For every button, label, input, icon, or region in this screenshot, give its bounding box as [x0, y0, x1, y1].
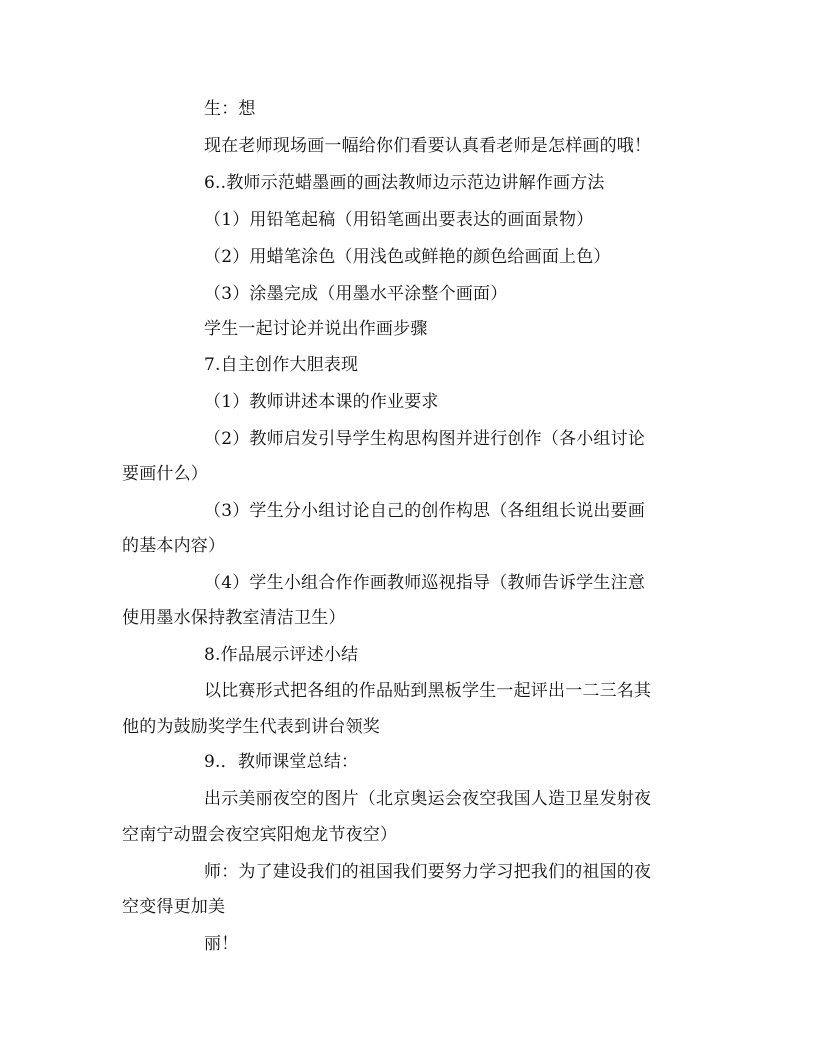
text-line: 师：为了建设我们的祖国我们要努力学习把我们的祖国的夜: [204, 862, 652, 882]
list-item: （3）涂墨完成（用墨水平涂整个画面）: [204, 284, 508, 304]
text-line: 出示美丽夜空的图片（北京奥运会夜空我国人造卫星发射夜: [204, 789, 652, 809]
list-item: （3）学生分小组讨论自己的创作构思（各组组长说出要画: [204, 501, 646, 521]
section-heading: 8.作品展示评述小结: [204, 645, 359, 665]
list-item: （2）教师启发引导学生构思构图并进行创作（各小组讨论: [204, 429, 646, 449]
text-line: 生：想: [204, 99, 256, 119]
list-item: （4）学生小组合作作画教师巡视指导（教师告诉学生注意: [204, 573, 646, 593]
section-heading: 9.．教师课堂总结：: [204, 752, 359, 772]
text-line: 空南宁动盟会夜空宾阳炮龙节夜空）: [122, 825, 398, 845]
list-item: （1）教师讲述本课的作业要求: [204, 392, 439, 412]
text-line: 以比赛形式把各组的作品贴到黑板学生一起评出一二三名其: [204, 681, 652, 701]
list-item: （1）用铅笔起稿（用铅笔画出要表达的画面景物）: [204, 210, 594, 230]
text-line: 空变得更加美: [122, 897, 226, 917]
text-line: 要画什么）: [122, 464, 208, 484]
list-item: （2）用蜡笔涂色（用浅色或鲜艳的颜色给画面上色）: [204, 247, 611, 267]
text-line: 现在老师现场画一幅给你们看要认真看老师是怎样画的哦！: [204, 136, 652, 156]
section-heading: 7.自主创作大胆表现: [204, 355, 359, 375]
text-line: 丽！: [204, 934, 239, 954]
text-line: 使用墨水保持教室清洁卫生）: [122, 608, 346, 628]
section-heading: 6..教师示范蜡墨画的画法教师边示范边讲解作画方法: [204, 173, 605, 193]
text-line: 的基本内容）: [122, 536, 226, 556]
text-line: 他的为鼓励奖学生代表到讲台领奖: [122, 717, 380, 737]
text-line: 学生一起讨论并说出作画步骤: [204, 319, 428, 339]
